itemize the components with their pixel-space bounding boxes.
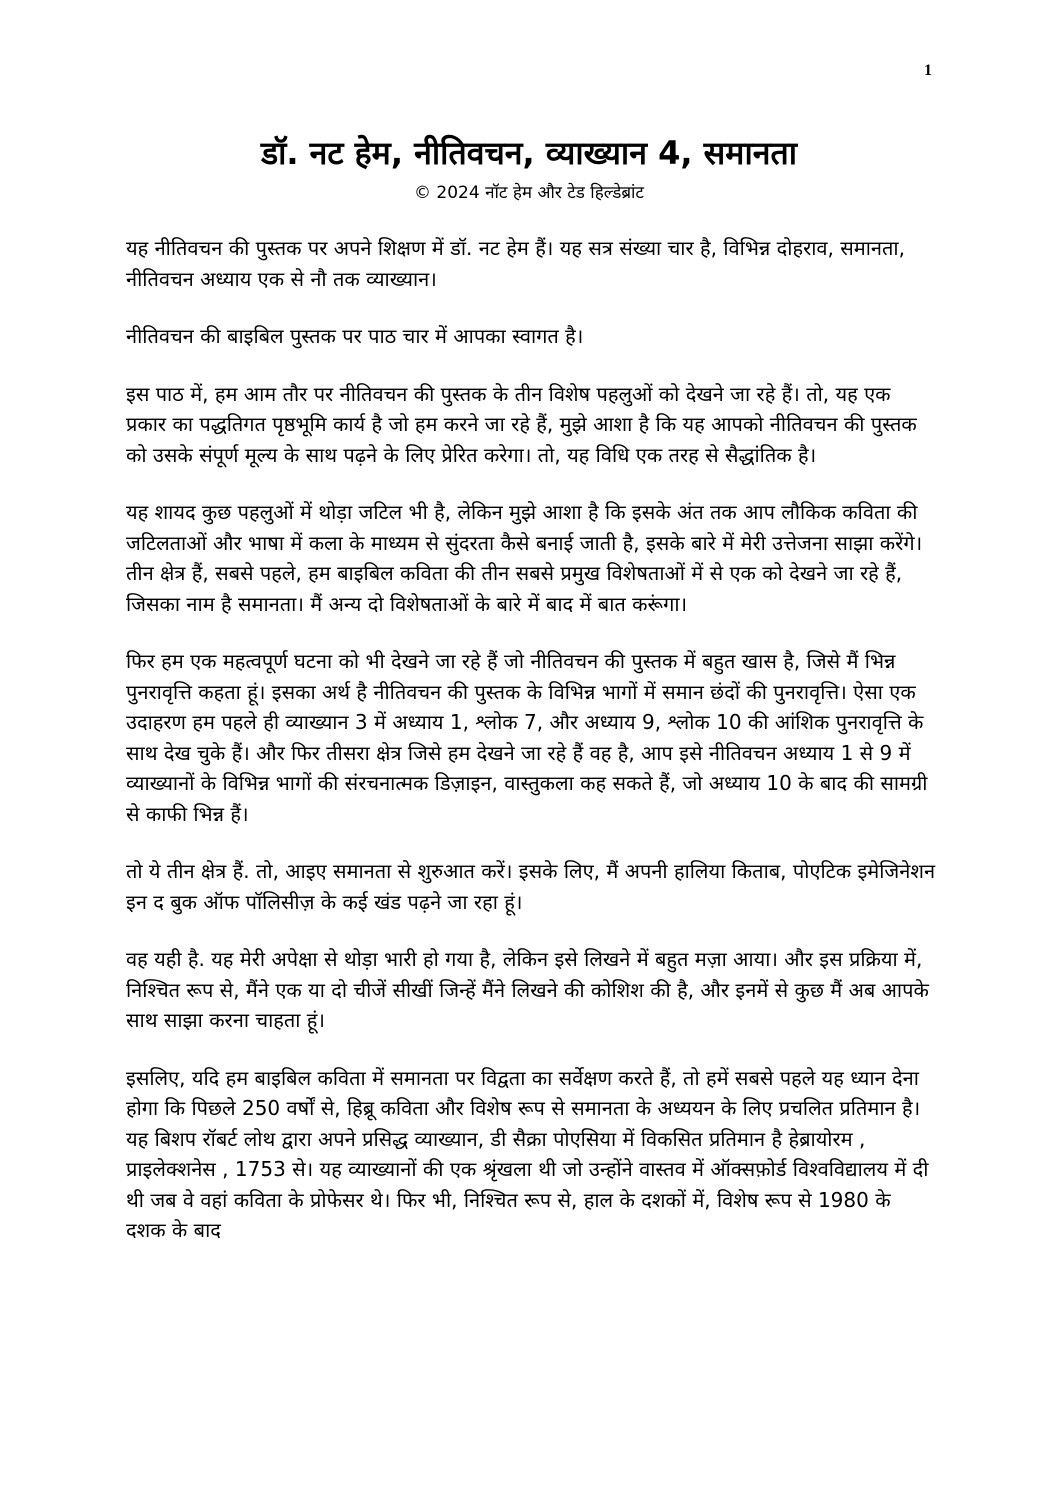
paragraph-intro: यह नीतिवचन की पुस्तक पर अपने शिक्षण में डॉ. नट हेम हैं। यह सत्र संख्या चार है, विभिन्न दोहराव, समानता, नीतिवचन अध्याय एक से नौ तक व्याख्यान।: [126, 236, 905, 291]
paragraph-variant-repetition: फिर हम एक महत्वपूर्ण घटना को भी देखने जा रहे हैं जो नीतिवचन की पुस्तक में बहुत खास है, जिसे मैं भिन्न पुनरावृत्ति कहता हूं। इसका अर्थ है नीतिवचन की पुस्तक के विभिन्न भागों में समान छंदों की पुनरावृत्ति। ऐसा एक उदाहरण हम पहले ही व्याख्यान 3 में अध्याय 1, श्लोक 7, और अध्याय 9, श्लोक 10 की आंशिक पुनरावृत्ति के साथ देख चुके हैं। और फिर तीसरा क्षेत्र जिसे हम देखने जा रहे हैं वह है, आप इसे नीतिवचन अध्याय 1 से 9 में व्याख्यानों के विभिन्न भागों की संरचनात्मक डिज़ाइन, वास्तुकला कह सकते हैं, जो अध्याय 10 के बाद की सामग्री से काफी भिन्न हैं।: [126, 649, 928, 826]
paragraph-welcome: नीतिवचन की बाइबिल पुस्तक पर पाठ चार में आपका स्वागत है।: [126, 324, 584, 348]
paragraph-book-writing: वह यही है. यह मेरी अपेक्षा से थोड़ा भारी हो गया है, लेकिन इसे लिखने में बहुत मज़ा आया। और इस प्रक्रिया में, निश्चित रूप से, मैंने एक या दो चीजें सीखीं जिन्हें मैंने लिखने की कोशिश की है, और इनमें से कुछ मैं अब आपके साथ साझा करना चाहता हूं।: [126, 947, 929, 1032]
paragraph-three-aspects: इस पाठ में, हम आम तौर पर नीतिवचन की पुस्तक के तीन विशेष पहलुओं को देखने जा रहे हैं। तो, यह एक प्रकार का पद्धतिगत पृष्ठभूमि कार्य है जो हम करने जा रहे हैं, मुझे आशा है कि यह आपको नीतिवचन की पुस्तक को उसके संपूर्ण मूल्य के साथ पढ़ने के लिए प्रेरित करेगा। तो, यह विधि एक तरह से सैद्धांतिक है।: [126, 381, 917, 467]
document-title: डॉ. नट हेम, नीतिवचन, व्याख्यान 4, समानता: [260, 134, 798, 172]
paragraph-complexity: यह शायद कुछ पहलुओं में थोड़ा जटिल भी है, लेकिन मुझे आशा है कि इसके अंत तक आप लौकिक कविता की जटिलताओं और भाषा में कला के माध्यम से सुंदरता कैसे बनाई जाती है, इसके बारे में मेरी उत्तेजना साझा करेंगे। तीन क्षेत्र हैं, सबसे पहले, हम बाइबिल कविता की तीन सबसे प्रमुख विशेषताओं में से एक को देखने जा रहे हैं, जिसका नाम है समानता। मैं अन्य दो विशेषताओं के बारे में बाद में बात करूंगा।: [126, 500, 923, 616]
paragraph-lowth-paradigm: इसलिए, यदि हम बाइबिल कविता में समानता पर विद्वता का सर्वेक्षण करते हैं, तो हमें सबसे पहले यह ध्यान देना होगा कि पिछले 250 वर्षों से, हिब्रू कविता और विशेष रूप से समानता के अध्ययन के लिए प्रचलित प्रतिमान है। यह बिशप रॉबर्ट लोथ द्वारा अपने प्रसिद्ध व्याख्यान, डी सैक्रा पोएसिया में विकसित प्रतिमान है हेब्रायोरम , प्राइलेक्शनेस , 1753 से। यह व्याख्यानों की एक श्रृंखला थी जो उन्होंने वास्तव में ऑक्सफ़ोर्ड विश्वविद्यालय में दी थी जब वे वहां कविता के प्रोफेसर थे। फिर भी, निश्चित रूप से, हाल के दशकों में, विशेष रूप से 1980 के दशक के बाद: [126, 1065, 929, 1242]
document-body: [126, 233, 936, 1273]
copyright-line: © 2024 नॉट हेम और टेड हिल्डेब्रांट: [414, 183, 644, 203]
paragraph-three-areas: तो ये तीन क्षेत्र हैं. तो, आइए समानता से शुरुआत करें। इसके लिए, मैं अपनी हालिया किताब, पोएटिक इमेजिनेशन इन द बुक ऑफ पॉलिसीज़ के कई खंड पढ़ने जा रहा हूं।: [126, 859, 936, 914]
page-number: 1: [924, 62, 932, 79]
